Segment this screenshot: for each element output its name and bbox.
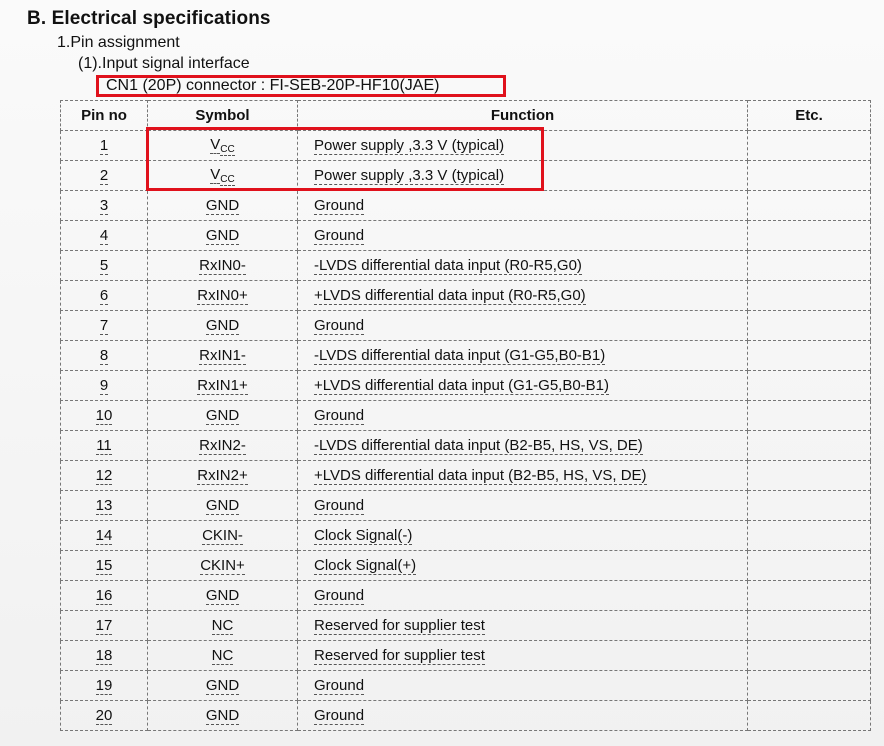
pin-number-cell xyxy=(61,371,148,401)
etc-cell xyxy=(748,371,871,401)
symbol-text: RxIN2- xyxy=(199,437,246,454)
pin-number-cell xyxy=(61,551,148,581)
pin-number-cell xyxy=(61,341,148,371)
symbol-cell xyxy=(148,701,298,731)
table-row xyxy=(61,581,871,611)
interface-heading: (1).Input signal interface xyxy=(78,55,250,72)
pin-number: 20 xyxy=(95,707,113,724)
function-cell xyxy=(298,611,748,641)
function-text: +LVDS differential data input (G1-G5,B0-B1) xyxy=(314,377,610,394)
table-row xyxy=(61,251,871,281)
connector-highlight-box xyxy=(96,75,506,97)
pin-number: 13 xyxy=(95,497,113,514)
symbol-cell xyxy=(148,611,298,641)
symbol-text: GND xyxy=(205,677,240,694)
table-row xyxy=(61,671,871,701)
symbol-text: V xyxy=(210,136,221,153)
symbol-text: RxIN0- xyxy=(199,257,246,274)
table-row xyxy=(61,191,871,221)
symbol-cell xyxy=(148,251,298,281)
section-heading: B. Electrical specifications xyxy=(27,8,271,29)
function-text: +LVDS differential data input (B2-B5, HS, VS, DE) xyxy=(314,467,647,484)
symbol-text: CKIN+ xyxy=(200,557,245,574)
symbol-cell xyxy=(148,371,298,401)
function-cell xyxy=(298,281,748,311)
pin-number: 18 xyxy=(95,647,113,664)
pin-number-cell xyxy=(61,461,148,491)
function-text: -LVDS differential data input (B2-B5, HS, VS, DE) xyxy=(314,437,643,454)
function-cell xyxy=(298,371,748,401)
table-row xyxy=(61,521,871,551)
pin-number: 6 xyxy=(99,287,109,304)
table-row xyxy=(61,431,871,461)
pin-number-cell xyxy=(61,221,148,251)
connector-label: CN1 (20P) connector : FI-SEB-20P-HF10(JAE) xyxy=(106,77,440,94)
etc-cell xyxy=(748,671,871,701)
pin-assignment-table xyxy=(60,100,871,731)
pin-number-cell xyxy=(61,251,148,281)
pin-number: 4 xyxy=(99,227,109,244)
table-row xyxy=(61,371,871,401)
etc-cell xyxy=(748,191,871,221)
pin-number-cell xyxy=(61,431,148,461)
pin-number: 11 xyxy=(96,437,112,454)
etc-cell xyxy=(748,131,871,161)
table-row xyxy=(61,311,871,341)
pin-number: 1 xyxy=(99,137,109,154)
symbol-text: GND xyxy=(205,497,240,514)
symbol-subscript: CC xyxy=(220,144,235,155)
function-cell xyxy=(298,701,748,731)
function-cell xyxy=(298,551,748,581)
table-row xyxy=(61,341,871,371)
symbol-text: CKIN- xyxy=(202,527,243,544)
etc-cell xyxy=(748,311,871,341)
header-pin-no: Pin no xyxy=(61,101,148,131)
pin-number-cell xyxy=(61,521,148,551)
etc-cell xyxy=(748,281,871,311)
symbol-cell xyxy=(148,311,298,341)
pin-number: 5 xyxy=(99,257,109,274)
table-row xyxy=(61,461,871,491)
function-cell xyxy=(298,251,748,281)
pin-number-cell xyxy=(61,701,148,731)
pin-number-cell xyxy=(61,131,148,161)
pin-number: 3 xyxy=(99,197,109,214)
etc-cell xyxy=(748,161,871,191)
function-cell xyxy=(298,131,748,161)
etc-cell xyxy=(748,341,871,371)
function-text: Clock Signal(+) xyxy=(314,557,417,574)
table-row xyxy=(61,491,871,521)
function-cell xyxy=(298,521,748,551)
etc-cell xyxy=(748,461,871,491)
function-text: +LVDS differential data input (R0-R5,G0) xyxy=(314,287,586,304)
pin-number: 17 xyxy=(95,617,113,634)
symbol-subscript: CC xyxy=(220,174,235,185)
etc-cell xyxy=(748,551,871,581)
pin-number: 10 xyxy=(95,407,113,424)
pin-number: 12 xyxy=(95,467,113,484)
etc-cell xyxy=(748,701,871,731)
symbol-text: GND xyxy=(205,587,240,604)
etc-cell xyxy=(748,401,871,431)
pin-number-cell xyxy=(61,671,148,701)
symbol-cell xyxy=(148,491,298,521)
symbol-cell xyxy=(148,221,298,251)
symbol-cell xyxy=(148,641,298,671)
pin-number-cell xyxy=(61,161,148,191)
function-cell xyxy=(298,581,748,611)
function-cell xyxy=(298,431,748,461)
symbol-cell xyxy=(148,131,298,161)
function-cell xyxy=(298,491,748,521)
function-cell xyxy=(298,641,748,671)
pin-number: 7 xyxy=(99,317,109,334)
symbol-text: V xyxy=(210,166,221,183)
table-header-row xyxy=(61,101,871,131)
symbol-cell xyxy=(148,161,298,191)
pin-number: 14 xyxy=(95,527,113,544)
table-row xyxy=(61,641,871,671)
function-cell xyxy=(298,401,748,431)
function-text: -LVDS differential data input (R0-R5,G0) xyxy=(314,257,582,274)
etc-cell xyxy=(748,251,871,281)
pin-number: 2 xyxy=(99,167,109,184)
header-function: Function xyxy=(298,101,748,131)
table-row xyxy=(61,611,871,641)
function-text: Ground xyxy=(314,407,365,424)
etc-cell xyxy=(748,221,871,251)
header-symbol: Symbol xyxy=(148,101,298,131)
pin-number-cell xyxy=(61,491,148,521)
table-row xyxy=(61,281,871,311)
function-text: Ground xyxy=(314,707,365,724)
pin-number: 19 xyxy=(95,677,113,694)
etc-cell xyxy=(748,521,871,551)
function-text: Ground xyxy=(314,197,365,214)
table-row xyxy=(61,221,871,251)
table-row xyxy=(61,701,871,731)
function-cell xyxy=(298,161,748,191)
pin-number-cell xyxy=(61,581,148,611)
function-cell xyxy=(298,221,748,251)
symbol-text: RxIN2+ xyxy=(197,467,248,484)
pin-number: 16 xyxy=(95,587,113,604)
symbol-text: RxIN0+ xyxy=(197,287,248,304)
etc-cell xyxy=(748,491,871,521)
symbol-text: GND xyxy=(205,407,240,424)
subsection-heading: 1.Pin assignment xyxy=(57,34,180,51)
symbol-cell xyxy=(148,431,298,461)
function-text: Reserved for supplier test xyxy=(314,647,485,664)
function-cell xyxy=(298,341,748,371)
pin-number-cell xyxy=(61,401,148,431)
table-row xyxy=(61,131,871,161)
function-text: Ground xyxy=(314,497,365,514)
symbol-text: NC xyxy=(211,647,234,664)
header-etc: Etc. xyxy=(748,101,871,131)
table-row xyxy=(61,401,871,431)
symbol-cell xyxy=(148,551,298,581)
etc-cell xyxy=(748,431,871,461)
symbol-cell xyxy=(148,521,298,551)
symbol-cell xyxy=(148,581,298,611)
pin-number-cell xyxy=(61,281,148,311)
function-text: Ground xyxy=(314,317,365,334)
symbol-text: RxIN1+ xyxy=(197,377,248,394)
pin-number-cell xyxy=(61,641,148,671)
symbol-cell xyxy=(148,191,298,221)
pin-number-cell xyxy=(61,191,148,221)
pin-number-cell xyxy=(61,311,148,341)
symbol-cell xyxy=(148,461,298,491)
pin-number: 9 xyxy=(99,377,109,394)
function-cell xyxy=(298,191,748,221)
symbol-text: RxIN1- xyxy=(199,347,246,364)
function-text: Ground xyxy=(314,227,365,244)
symbol-text: GND xyxy=(205,317,240,334)
symbol-text: NC xyxy=(211,617,234,634)
etc-cell xyxy=(748,581,871,611)
function-text: -LVDS differential data input (G1-G5,B0-B1) xyxy=(314,347,606,364)
symbol-text: GND xyxy=(205,707,240,724)
function-text: Clock Signal(-) xyxy=(314,527,413,544)
pin-number-cell xyxy=(61,611,148,641)
function-text: Power supply ,3.3 V (typical) xyxy=(314,167,505,184)
symbol-cell xyxy=(148,281,298,311)
etc-cell xyxy=(748,641,871,671)
function-cell xyxy=(298,311,748,341)
function-text: Ground xyxy=(314,587,365,604)
function-text: Reserved for supplier test xyxy=(314,617,485,634)
symbol-text: GND xyxy=(205,197,240,214)
pin-number: 15 xyxy=(95,557,113,574)
symbol-cell xyxy=(148,341,298,371)
table-row xyxy=(61,161,871,191)
etc-cell xyxy=(748,611,871,641)
symbol-text: GND xyxy=(205,227,240,244)
table-row xyxy=(61,551,871,581)
function-text: Power supply ,3.3 V (typical) xyxy=(314,137,505,154)
function-cell xyxy=(298,671,748,701)
symbol-cell xyxy=(148,401,298,431)
symbol-cell xyxy=(148,671,298,701)
function-text: Ground xyxy=(314,677,365,694)
pin-number: 8 xyxy=(99,347,109,364)
function-cell xyxy=(298,461,748,491)
